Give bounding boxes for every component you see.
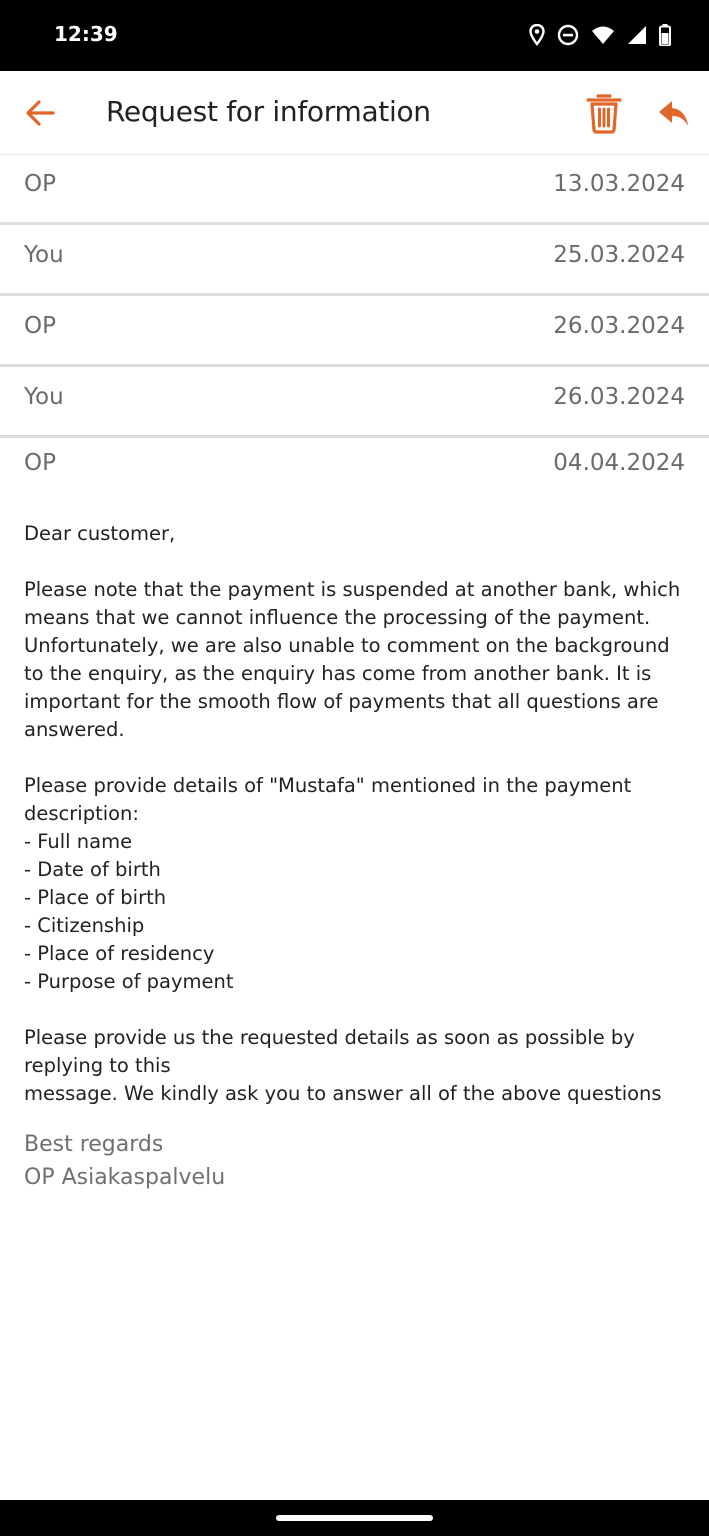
- thread-item-sender: You: [24, 242, 64, 268]
- location-icon: [529, 24, 545, 46]
- thread-item[interactable]: [0, 367, 709, 438]
- message-greeting: Dear customer,: [24, 522, 176, 545]
- detail-item: - Purpose of payment: [24, 970, 234, 993]
- status-icons: [529, 24, 671, 46]
- thread-item-date: 26.03.2024: [553, 384, 685, 410]
- message-body: [24, 520, 689, 1194]
- status-bar: [0, 0, 709, 71]
- cellular-signal-icon: [627, 25, 647, 45]
- delete-button[interactable]: [584, 91, 624, 135]
- thread-item-date: 25.03.2024: [553, 242, 685, 268]
- detail-item: - Place of residency: [24, 942, 215, 965]
- navigation-bar: [0, 1500, 709, 1536]
- thread-item-date: 26.03.2024: [553, 313, 685, 339]
- thread-item-date: 13.03.2024: [553, 171, 685, 197]
- trash-icon: [584, 91, 624, 135]
- thread-item[interactable]: [0, 225, 709, 296]
- signature-line: Best regards: [24, 1132, 164, 1157]
- detail-item: - Full name: [24, 830, 133, 853]
- message-signature: [24, 1128, 689, 1194]
- message-thread: [0, 154, 709, 494]
- message-closing: Please provide us the requested details as soon as possible by replying to this: [24, 1026, 635, 1077]
- status-time: 12:39: [54, 22, 118, 46]
- back-button[interactable]: [22, 95, 58, 131]
- thread-item-sender: OP: [24, 450, 56, 476]
- page-title: Request for information: [106, 95, 431, 128]
- back-arrow-icon: [22, 95, 58, 131]
- reply-button[interactable]: [654, 97, 694, 131]
- reply-icon: [654, 97, 694, 131]
- do-not-disturb-icon: [557, 24, 579, 46]
- thread-item-sender: OP: [24, 171, 56, 197]
- message-paragraph: Please provide details of "Mustafa" mentioned in the payment description:: [24, 774, 632, 825]
- thread-item-sender: You: [24, 384, 64, 410]
- battery-icon: [659, 24, 671, 46]
- detail-item: - Citizenship: [24, 914, 145, 937]
- thread-item-sender: OP: [24, 313, 56, 339]
- thread-item[interactable]: [0, 154, 709, 225]
- home-gesture-handle[interactable]: [276, 1515, 433, 1521]
- detail-item: - Date of birth: [24, 858, 161, 881]
- detail-item: - Place of birth: [24, 886, 167, 909]
- wifi-icon: [591, 25, 615, 45]
- thread-item[interactable]: [0, 296, 709, 367]
- signature-line: OP Asiakaspalvelu: [24, 1165, 226, 1190]
- thread-item-expanded[interactable]: [0, 438, 709, 494]
- thread-item-date: 04.04.2024: [553, 450, 685, 476]
- message-paragraph: Please note that the payment is suspended at another bank, which means that we cannot influence the processing of the payment. Unfortunately, we are also unable to comment on the background to the enquiry, as the enquiry has come from another bank. It is important for the smooth flow of payments that all questions are answered.: [24, 578, 681, 741]
- app-bar: [0, 71, 709, 155]
- message-closing: message. We kindly ask you to answer all of the above questions: [24, 1082, 662, 1105]
